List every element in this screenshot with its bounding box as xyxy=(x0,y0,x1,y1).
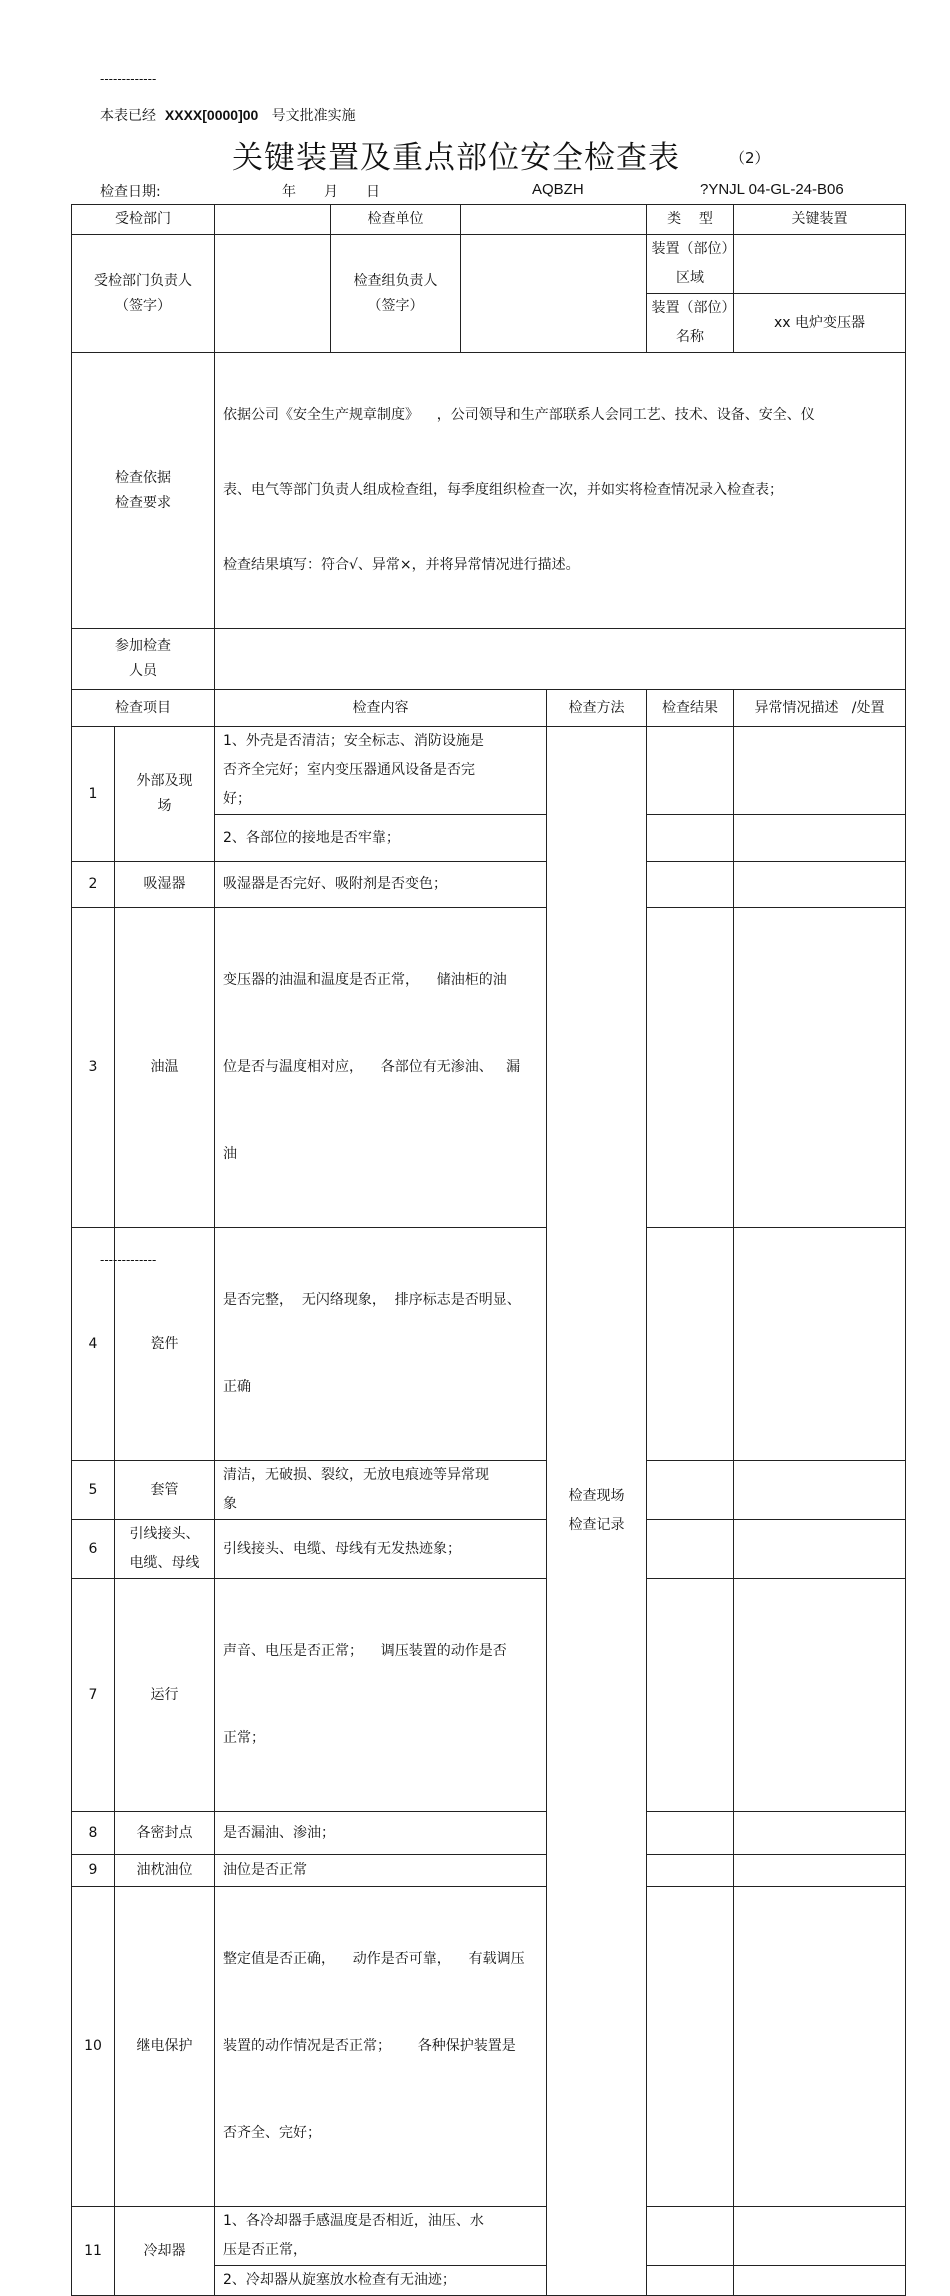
dept-value[interactable] xyxy=(215,205,331,235)
result-cell[interactable] xyxy=(647,2266,734,2296)
form-code-1: AQBZH xyxy=(532,181,584,198)
header-row-1 xyxy=(72,205,906,235)
result-cell[interactable] xyxy=(647,1520,734,1579)
item-content: 变压器的油温和温度是否正常， 储油柜的油 位是否与温度相对应， 各部位有无渗油、 漏 油 xyxy=(215,908,547,1228)
desc-cell[interactable] xyxy=(734,1520,906,1579)
item-content: 2、各部位的接地是否牢靠； xyxy=(215,815,547,862)
item-content: 整定值是否正确， 动作是否可靠， 有载调压 装置的动作情况是否正常； 各种保护装置是 否齐全、完好； xyxy=(215,1887,547,2207)
item-content: 清洁，无破损、裂纹，无放电痕迹等异常现 象 xyxy=(215,1461,547,1520)
result-cell[interactable] xyxy=(647,1855,734,1887)
item-content: 是否完整， 无闪络现象， 排序标志是否明显、 正确 xyxy=(215,1228,547,1461)
desc-cell[interactable] xyxy=(734,1887,906,2207)
item-content: 1、外壳是否清洁；安全标志、消防设施是 否齐全完好；室内变压器通风设备是否完 好； xyxy=(215,727,547,815)
desc-cell[interactable] xyxy=(734,2266,906,2296)
type-label: 类 型 xyxy=(647,205,734,235)
col-result: 检查结果 xyxy=(647,690,734,727)
col-item: 检查项目 xyxy=(72,690,215,727)
form-code-2: ?YNJL 04-GL-24-B06 xyxy=(700,181,844,198)
dept-label: 受检部门 xyxy=(72,205,215,235)
desc-cell[interactable] xyxy=(734,815,906,862)
item-content: 油位是否正常 xyxy=(215,1855,547,1887)
approval-line xyxy=(100,105,356,125)
desc-cell[interactable] xyxy=(734,1228,906,1461)
approval-code: XXXX[0000]00 xyxy=(164,107,259,123)
date-label: 检查日期: xyxy=(100,184,161,200)
people-row xyxy=(72,629,906,690)
item-name: 外部及现 场 xyxy=(115,727,215,862)
desc-cell[interactable] xyxy=(734,908,906,1228)
name-label: 装置（部位）名称 xyxy=(647,294,734,353)
item-no: 3 xyxy=(72,908,115,1228)
desc-cell[interactable] xyxy=(734,727,906,815)
method-cell: 检查现场 检查记录 xyxy=(547,727,647,2296)
result-cell[interactable] xyxy=(647,815,734,862)
resp-label: 受检部门负责人 （签字） xyxy=(72,235,215,353)
item-content: 吸湿器是否完好、吸附剂是否变色； xyxy=(215,862,547,908)
item-no: 9 xyxy=(72,1855,115,1887)
desc-cell[interactable] xyxy=(734,1812,906,1855)
item-no: 2 xyxy=(72,862,115,908)
name-value: xx 电炉变压器 xyxy=(734,294,906,353)
item-name: 引线接头、 电缆、母线 xyxy=(115,1520,215,1579)
result-cell[interactable] xyxy=(647,1812,734,1855)
result-cell[interactable] xyxy=(647,2207,734,2266)
table-row xyxy=(72,1520,906,1579)
basis-text: 依据公司《安全生产规章制度》 ，公司领导和生产部联系人会同工艺、技术、设备、安全、仪 表、电气等部门负责人组成检查组，每季度组织检查一次，并如实将检查情况录入检查表； 检查结果填写：符合√、异常×，并将异常情况进行描述。 xyxy=(215,353,906,629)
leader-signature[interactable] xyxy=(461,235,647,353)
basis-row xyxy=(72,353,906,629)
result-cell[interactable] xyxy=(647,1887,734,2207)
month-label: 月 xyxy=(324,184,338,200)
day-label: 日 xyxy=(366,184,380,200)
table-row xyxy=(72,727,906,815)
top-dashes: ------------- xyxy=(100,72,157,86)
type-value: 关键装置 xyxy=(734,205,906,235)
title-suffix: （2） xyxy=(730,149,770,167)
desc-cell[interactable] xyxy=(734,1461,906,1520)
item-content: 是否漏油、渗油； xyxy=(215,1812,547,1855)
unit-value[interactable] xyxy=(461,205,647,235)
result-cell[interactable] xyxy=(647,862,734,908)
table-row xyxy=(72,1461,906,1520)
people-value[interactable] xyxy=(215,629,906,690)
col-content: 检查内容 xyxy=(215,690,547,727)
item-no: 4 xyxy=(72,1228,115,1461)
item-name: 吸湿器 xyxy=(115,862,215,908)
col-desc: 异常情况描述 /处置 xyxy=(734,690,906,727)
table-row xyxy=(72,1228,906,1461)
item-content: 引线接头、电缆、母线有无发热迹象； xyxy=(215,1520,547,1579)
table-row xyxy=(72,1579,906,1812)
header-row-2 xyxy=(72,235,906,294)
result-cell[interactable] xyxy=(647,1228,734,1461)
item-name: 运行 xyxy=(115,1579,215,1812)
table-row xyxy=(72,1855,906,1887)
inspection-table xyxy=(71,204,906,2296)
approval-prefix: 本表已经 xyxy=(100,108,156,124)
result-cell[interactable] xyxy=(647,727,734,815)
item-name: 各密封点 xyxy=(115,1812,215,1855)
people-label: 参加检查 人员 xyxy=(72,629,215,690)
table-row xyxy=(72,2207,906,2266)
item-no: 6 xyxy=(72,1520,115,1579)
item-no: 5 xyxy=(72,1461,115,1520)
item-name: 冷却器 xyxy=(115,2207,215,2296)
item-name: 套管 xyxy=(115,1461,215,1520)
item-no: 1 xyxy=(72,727,115,862)
col-method: 检查方法 xyxy=(547,690,647,727)
item-no: 8 xyxy=(72,1812,115,1855)
table-row xyxy=(72,908,906,1228)
bottom-dashes: ------------- xyxy=(100,1253,157,1267)
table-row xyxy=(72,862,906,908)
desc-cell[interactable] xyxy=(734,2207,906,2266)
item-name: 瓷件 xyxy=(115,1228,215,1461)
item-no: 7 xyxy=(72,1579,115,1812)
resp-signature[interactable] xyxy=(215,235,331,353)
item-content: 声音、电压是否正常； 调压装置的动作是否 正常； xyxy=(215,1579,547,1812)
area-label: 装置（部位）区域 xyxy=(647,235,734,294)
result-cell[interactable] xyxy=(647,1461,734,1520)
result-cell[interactable] xyxy=(647,908,734,1228)
item-no: 11 xyxy=(72,2207,115,2296)
item-content: 2、冷却器从旋塞放水检查有无油迹； xyxy=(215,2266,547,2296)
item-name: 油温 xyxy=(115,908,215,1228)
item-name: 油枕油位 xyxy=(115,1855,215,1887)
desc-cell[interactable] xyxy=(734,1855,906,1887)
year-label: 年 xyxy=(282,184,296,200)
column-header-row xyxy=(72,690,906,727)
desc-cell[interactable] xyxy=(734,862,906,908)
item-content: 1、各冷却器手感温度是否相近，油压、水 压是否正常， xyxy=(215,2207,547,2266)
result-cell[interactable] xyxy=(647,1579,734,1812)
leader-label: 检查组负责人 （签字） xyxy=(331,235,461,353)
approval-suffix: 号文批准实施 xyxy=(271,108,356,124)
table-row xyxy=(72,1812,906,1855)
table-row xyxy=(72,1887,906,2207)
item-no: 10 xyxy=(72,1887,115,2207)
item-name: 继电保护 xyxy=(115,1887,215,2207)
unit-label: 检查单位 xyxy=(331,205,461,235)
area-value[interactable] xyxy=(734,235,906,294)
page-title: 关键装置及重点部位安全检查表 xyxy=(232,140,680,176)
desc-cell[interactable] xyxy=(734,1579,906,1812)
basis-label: 检查依据 检查要求 xyxy=(72,353,215,629)
